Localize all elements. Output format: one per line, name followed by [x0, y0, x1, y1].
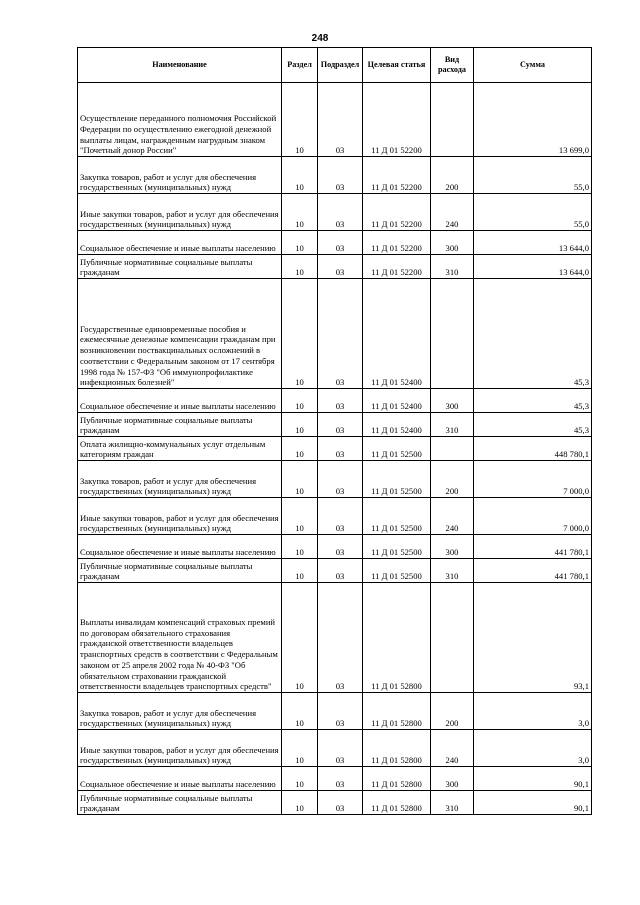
- header-celevaya: Целевая статья: [363, 48, 431, 83]
- row-summa-cell: 448 780,1: [474, 437, 592, 461]
- row-vid-cell: 240: [431, 498, 474, 535]
- row-razdel-cell: 10: [282, 767, 318, 791]
- row-name-cell: Социальное обеспечение и иные выплаты населению: [78, 535, 282, 559]
- row-razdel-cell: 10: [282, 461, 318, 498]
- page-number: 248: [311, 33, 329, 44]
- row-podrazdel-cell: 03: [318, 461, 363, 498]
- row-podrazdel-cell: 03: [318, 437, 363, 461]
- row-vid-cell: 300: [431, 231, 474, 255]
- table-row: [78, 255, 592, 279]
- row-razdel-cell: 10: [282, 437, 318, 461]
- header-podrazdel: Подраздел: [318, 48, 363, 83]
- row-summa-cell: 3,0: [474, 730, 592, 767]
- row-name-cell: Социальное обеспечение и иные выплаты населению: [78, 767, 282, 791]
- row-name-cell: Выплаты инвалидам компенсаций страховых премий по договорам обязательного страхования гражданской ответственности владельцев транспортных средств в соответствии с Федеральным законом от 25 апреля 2002 года № 40-ФЗ "Об обязательном страховании гражданской ответственности владельцев транспортных средств": [78, 583, 282, 693]
- row-razdel-cell: 10: [282, 231, 318, 255]
- row-razdel-cell: 10: [282, 157, 318, 194]
- header-razdel: Раздел: [282, 48, 318, 83]
- row-celevaya-cell: 11 Д 01 52500: [363, 437, 431, 461]
- row-summa-cell: 90,1: [474, 767, 592, 791]
- row-summa-cell: 7 000,0: [474, 461, 592, 498]
- row-razdel-cell: 10: [282, 389, 318, 413]
- row-name-cell: Закупка товаров, работ и услуг для обеспечения государственных (муниципальных) нужд: [78, 693, 282, 730]
- row-vid-cell: [431, 83, 474, 157]
- row-razdel-cell: 10: [282, 693, 318, 730]
- row-celevaya-cell: 11 Д 01 52400: [363, 279, 431, 389]
- row-celevaya-cell: 11 Д 01 52500: [363, 461, 431, 498]
- row-name-cell: Публичные нормативные социальные выплаты гражданам: [78, 559, 282, 583]
- row-name-cell: Иные закупки товаров, работ и услуг для обеспечения государственных (муниципальных) нужд: [78, 730, 282, 767]
- row-summa-cell: 441 780,1: [474, 535, 592, 559]
- row-vid-cell: 310: [431, 559, 474, 583]
- table-body: [78, 83, 592, 815]
- table-row: [78, 389, 592, 413]
- row-podrazdel-cell: 03: [318, 559, 363, 583]
- row-name-cell: Закупка товаров, работ и услуг для обеспечения государственных (муниципальных) нужд: [78, 461, 282, 498]
- row-name-cell: Социальное обеспечение и иные выплаты населению: [78, 231, 282, 255]
- row-podrazdel-cell: 03: [318, 767, 363, 791]
- row-celevaya-cell: 11 Д 01 52200: [363, 194, 431, 231]
- row-summa-cell: 13 644,0: [474, 255, 592, 279]
- row-razdel-cell: 10: [282, 535, 318, 559]
- row-celevaya-cell: 11 Д 01 52400: [363, 413, 431, 437]
- row-name-cell: Осуществление переданного полномочия Российской Федерации по осуществлению ежегодной денежной выплаты лицам, награжденным нагрудным знаком "Почетный донор России": [78, 83, 282, 157]
- row-vid-cell: 240: [431, 194, 474, 231]
- row-vid-cell: 200: [431, 461, 474, 498]
- row-name-cell: Государственные единовременные пособия и ежемесячные денежные компенсации гражданам при возникновении поствакцинальных осложнений в соответствии с Федеральным законом от 17 сентября 1998 года № 157-ФЗ "Об иммунопрофилактике инфекционных болезней": [78, 279, 282, 389]
- row-celevaya-cell: 11 Д 01 52200: [363, 255, 431, 279]
- row-podrazdel-cell: 03: [318, 255, 363, 279]
- row-podrazdel-cell: 03: [318, 157, 363, 194]
- table-row: [78, 461, 592, 498]
- row-summa-cell: 55,0: [474, 194, 592, 231]
- row-razdel-cell: 10: [282, 583, 318, 693]
- row-razdel-cell: 10: [282, 559, 318, 583]
- row-summa-cell: 45,3: [474, 389, 592, 413]
- row-summa-cell: 45,3: [474, 413, 592, 437]
- row-razdel-cell: 10: [282, 83, 318, 157]
- row-podrazdel-cell: 03: [318, 730, 363, 767]
- row-summa-cell: 90,1: [474, 791, 592, 815]
- row-celevaya-cell: 11 Д 01 52800: [363, 791, 431, 815]
- row-vid-cell: [431, 279, 474, 389]
- row-vid-cell: [431, 583, 474, 693]
- row-celevaya-cell: 11 Д 01 52200: [363, 231, 431, 255]
- row-celevaya-cell: 11 Д 01 52400: [363, 389, 431, 413]
- header-name: Наименование: [78, 48, 282, 83]
- row-podrazdel-cell: 03: [318, 583, 363, 693]
- row-name-cell: Публичные нормативные социальные выплаты гражданам: [78, 255, 282, 279]
- row-celevaya-cell: 11 Д 01 52200: [363, 83, 431, 157]
- header-row: [78, 48, 592, 83]
- table-row: [78, 730, 592, 767]
- row-podrazdel-cell: 03: [318, 279, 363, 389]
- row-celevaya-cell: 11 Д 01 52500: [363, 535, 431, 559]
- table-row: [78, 583, 592, 693]
- row-summa-cell: 7 000,0: [474, 498, 592, 535]
- row-vid-cell: 300: [431, 767, 474, 791]
- row-celevaya-cell: 11 Д 01 52500: [363, 559, 431, 583]
- table-row: [78, 231, 592, 255]
- row-name-cell: Публичные нормативные социальные выплаты гражданам: [78, 791, 282, 815]
- row-podrazdel-cell: 03: [318, 231, 363, 255]
- budget-table: [77, 47, 592, 815]
- row-summa-cell: 441 780,1: [474, 559, 592, 583]
- row-razdel-cell: 10: [282, 279, 318, 389]
- table-row: [78, 194, 592, 231]
- row-celevaya-cell: 11 Д 01 52500: [363, 498, 431, 535]
- row-name-cell: Публичные нормативные социальные выплаты гражданам: [78, 413, 282, 437]
- row-vid-cell: 300: [431, 389, 474, 413]
- row-celevaya-cell: 11 Д 01 52800: [363, 730, 431, 767]
- row-celevaya-cell: 11 Д 01 52800: [363, 583, 431, 693]
- table-row: [78, 535, 592, 559]
- row-podrazdel-cell: 03: [318, 413, 363, 437]
- row-razdel-cell: 10: [282, 498, 318, 535]
- row-summa-cell: 45,3: [474, 279, 592, 389]
- table-row: [78, 413, 592, 437]
- row-vid-cell: 310: [431, 791, 474, 815]
- row-podrazdel-cell: 03: [318, 693, 363, 730]
- row-vid-cell: 200: [431, 693, 474, 730]
- row-vid-cell: 310: [431, 413, 474, 437]
- row-summa-cell: 55,0: [474, 157, 592, 194]
- table-row: [78, 279, 592, 389]
- row-podrazdel-cell: 03: [318, 791, 363, 815]
- row-vid-cell: 300: [431, 535, 474, 559]
- row-podrazdel-cell: 03: [318, 194, 363, 231]
- row-vid-cell: 310: [431, 255, 474, 279]
- row-vid-cell: 240: [431, 730, 474, 767]
- row-name-cell: Иные закупки товаров, работ и услуг для обеспечения государственных (муниципальных) нужд: [78, 194, 282, 231]
- row-name-cell: Иные закупки товаров, работ и услуг для обеспечения государственных (муниципальных) нужд: [78, 498, 282, 535]
- row-name-cell: Оплата жилищно-коммунальных услуг отдельным категориям граждан: [78, 437, 282, 461]
- table-row: [78, 437, 592, 461]
- table-row: [78, 559, 592, 583]
- table-row: [78, 498, 592, 535]
- row-summa-cell: 93,1: [474, 583, 592, 693]
- row-razdel-cell: 10: [282, 194, 318, 231]
- row-podrazdel-cell: 03: [318, 498, 363, 535]
- row-razdel-cell: 10: [282, 413, 318, 437]
- row-celevaya-cell: 11 Д 01 52800: [363, 767, 431, 791]
- row-summa-cell: 13 644,0: [474, 231, 592, 255]
- header-summa: Сумма: [474, 48, 592, 83]
- row-podrazdel-cell: 03: [318, 389, 363, 413]
- row-razdel-cell: 10: [282, 730, 318, 767]
- row-celevaya-cell: 11 Д 01 52200: [363, 157, 431, 194]
- row-podrazdel-cell: 03: [318, 83, 363, 157]
- table-row: [78, 693, 592, 730]
- row-vid-cell: [431, 437, 474, 461]
- table-row: [78, 83, 592, 157]
- row-name-cell: Социальное обеспечение и иные выплаты населению: [78, 389, 282, 413]
- row-summa-cell: 3,0: [474, 693, 592, 730]
- row-podrazdel-cell: 03: [318, 535, 363, 559]
- row-razdel-cell: 10: [282, 791, 318, 815]
- row-name-cell: Закупка товаров, работ и услуг для обеспечения государственных (муниципальных) нужд: [78, 157, 282, 194]
- row-vid-cell: 200: [431, 157, 474, 194]
- table-row: [78, 157, 592, 194]
- table-row: [78, 791, 592, 815]
- table-row: [78, 767, 592, 791]
- row-razdel-cell: 10: [282, 255, 318, 279]
- header-vid: Вид расхода: [431, 48, 474, 83]
- row-summa-cell: 13 699,0: [474, 83, 592, 157]
- row-celevaya-cell: 11 Д 01 52800: [363, 693, 431, 730]
